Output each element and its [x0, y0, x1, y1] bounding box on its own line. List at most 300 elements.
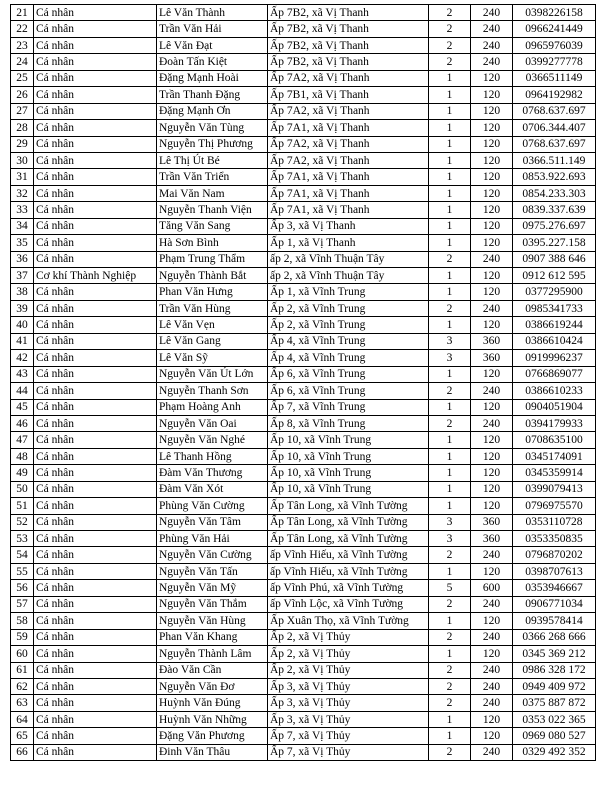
cell-address: ấp Vĩnh Hiếu, xã Vĩnh Tường — [268, 547, 429, 563]
table-row — [11, 432, 596, 448]
cell-type: Cá nhân — [34, 350, 157, 366]
table-row — [11, 300, 596, 316]
cell-type: Cá nhân — [34, 87, 157, 103]
cell-amount: 120 — [471, 711, 513, 727]
cell-phone: 0386610233 — [513, 383, 596, 399]
cell-type: Cá nhân — [34, 596, 157, 612]
cell-phone: 0399277778 — [513, 54, 596, 70]
cell-phone: 0796975570 — [513, 498, 596, 514]
cell-name: Đặng Mạnh Hoài — [157, 70, 268, 86]
cell-address: Ấp 2, xã Vĩnh Trung — [268, 300, 429, 316]
cell-quantity: 1 — [429, 268, 471, 284]
table-row — [11, 333, 596, 349]
cell-name: Lê Văn Sỹ — [157, 350, 268, 366]
cell-name: Nguyễn Thanh Viện — [157, 202, 268, 218]
table-row — [11, 563, 596, 579]
table-row — [11, 87, 596, 103]
cell-quantity: 1 — [429, 317, 471, 333]
cell-address: Ấp 7A2, xã Vị Thanh — [268, 70, 429, 86]
table-row — [11, 481, 596, 497]
cell-type: Cá nhân — [34, 563, 157, 579]
cell-amount: 360 — [471, 333, 513, 349]
cell-name: Nguyễn Thành Bắt — [157, 268, 268, 284]
cell-name: Đàm Văn Thương — [157, 465, 268, 481]
cell-address: Ấp 7B2, xã Vị Thanh — [268, 54, 429, 70]
cell-no: 50 — [11, 481, 34, 497]
cell-address: Ấp 7A1, xã Vị Thanh — [268, 202, 429, 218]
cell-type: Cá nhân — [34, 169, 157, 185]
cell-address: ấp 2, xã Vĩnh Thuận Tây — [268, 251, 429, 267]
cell-name: Đoàn Tấn Kiệt — [157, 54, 268, 70]
cell-amount: 120 — [471, 498, 513, 514]
cell-phone: 0986 328 172 — [513, 662, 596, 678]
cell-name: Hà Sơn Bình — [157, 235, 268, 251]
cell-name: Nguyễn Văn Hùng — [157, 613, 268, 629]
cell-no: 32 — [11, 185, 34, 201]
cell-name: Nguyễn Văn Tùng — [157, 120, 268, 136]
cell-phone: 0904051904 — [513, 399, 596, 415]
cell-phone: 0398707613 — [513, 563, 596, 579]
cell-phone: 0768.637.697 — [513, 103, 596, 119]
cell-amount: 120 — [471, 169, 513, 185]
cell-phone: 0366511149 — [513, 70, 596, 86]
cell-no: 21 — [11, 5, 34, 21]
cell-amount: 240 — [471, 744, 513, 760]
cell-type: Cá nhân — [34, 448, 157, 464]
cell-type: Cá nhân — [34, 662, 157, 678]
cell-type: Cá nhân — [34, 547, 157, 563]
cell-no: 41 — [11, 333, 34, 349]
cell-no: 42 — [11, 350, 34, 366]
cell-address: Ấp 1, xã Vị Thanh — [268, 235, 429, 251]
table-row — [11, 54, 596, 70]
cell-quantity: 1 — [429, 284, 471, 300]
cell-amount: 240 — [471, 662, 513, 678]
cell-name: Đào Văn Cần — [157, 662, 268, 678]
cell-type: Cá nhân — [34, 383, 157, 399]
table-row — [11, 169, 596, 185]
cell-name: Huỳnh Văn Đúng — [157, 695, 268, 711]
cell-no: 38 — [11, 284, 34, 300]
cell-type: Cá nhân — [34, 432, 157, 448]
cell-name: Nguyễn Thanh Sơn — [157, 383, 268, 399]
cell-amount: 120 — [471, 87, 513, 103]
cell-amount: 120 — [471, 235, 513, 251]
table-row — [11, 662, 596, 678]
cell-amount: 360 — [471, 350, 513, 366]
cell-quantity: 2 — [429, 629, 471, 645]
cell-phone: 0353946667 — [513, 580, 596, 596]
table-row — [11, 580, 596, 596]
cell-quantity: 1 — [429, 711, 471, 727]
table-row — [11, 695, 596, 711]
cell-phone: 0906771034 — [513, 596, 596, 612]
cell-quantity: 2 — [429, 21, 471, 37]
cell-address: Ấp Tân Long, xã Vĩnh Tường — [268, 498, 429, 514]
cell-address: Ấp 7B2, xã Vị Thanh — [268, 37, 429, 53]
cell-name: Phạm Hoàng Anh — [157, 399, 268, 415]
cell-type: Cơ khí Thành Nghiệp — [34, 268, 157, 284]
cell-amount: 120 — [471, 103, 513, 119]
cell-name: Nguyễn Văn Tấn — [157, 563, 268, 579]
table-row — [11, 284, 596, 300]
cell-phone: 0907 388 646 — [513, 251, 596, 267]
cell-type: Cá nhân — [34, 185, 157, 201]
cell-address: Ấp 3, xã Vị Thủy — [268, 695, 429, 711]
cell-quantity: 1 — [429, 169, 471, 185]
cell-type: Cá nhân — [34, 317, 157, 333]
cell-quantity: 1 — [429, 481, 471, 497]
cell-type: Cá nhân — [34, 744, 157, 760]
cell-address: Ấp 7A2, xã Vị Thanh — [268, 152, 429, 168]
cell-no: 53 — [11, 531, 34, 547]
cell-phone: 0975.276.697 — [513, 218, 596, 234]
cell-phone: 0377295900 — [513, 284, 596, 300]
table-row — [11, 268, 596, 284]
cell-no: 44 — [11, 383, 34, 399]
cell-quantity: 2 — [429, 54, 471, 70]
cell-amount: 240 — [471, 596, 513, 612]
cell-no: 54 — [11, 547, 34, 563]
cell-type: Cá nhân — [34, 120, 157, 136]
table-row — [11, 514, 596, 530]
cell-amount: 120 — [471, 448, 513, 464]
cell-address: Ấp 7B2, xã Vị Thanh — [268, 21, 429, 37]
cell-type: Cá nhân — [34, 465, 157, 481]
cell-no: 59 — [11, 629, 34, 645]
cell-phone: 0353 022 365 — [513, 711, 596, 727]
cell-address: Ấp 7A1, xã Vị Thanh — [268, 169, 429, 185]
cell-address: ấp 2, xã Vĩnh Thuận Tây — [268, 268, 429, 284]
cell-amount: 240 — [471, 37, 513, 53]
registration-table-body — [11, 5, 596, 761]
table-row — [11, 465, 596, 481]
cell-quantity: 1 — [429, 235, 471, 251]
cell-address: Ấp 7A1, xã Vị Thanh — [268, 185, 429, 201]
cell-address: Ấp 10, xã Vĩnh Trung — [268, 432, 429, 448]
cell-phone: 0796870202 — [513, 547, 596, 563]
cell-quantity: 1 — [429, 120, 471, 136]
cell-name: Nguyễn Văn Út Lớn — [157, 366, 268, 382]
cell-type: Cá nhân — [34, 152, 157, 168]
cell-address: Ấp 3, xã Vị Thủy — [268, 711, 429, 727]
cell-name: Trần Văn Hải — [157, 21, 268, 37]
cell-amount: 120 — [471, 728, 513, 744]
cell-quantity: 5 — [429, 580, 471, 596]
cell-type: Cá nhân — [34, 366, 157, 382]
table-row — [11, 251, 596, 267]
cell-address: Ấp Xuân Thọ, xã Vĩnh Tường — [268, 613, 429, 629]
cell-quantity: 2 — [429, 596, 471, 612]
cell-phone: 0394179933 — [513, 415, 596, 431]
cell-phone: 0949 409 972 — [513, 678, 596, 694]
table-row — [11, 103, 596, 119]
cell-phone: 0395.227.158 — [513, 235, 596, 251]
cell-address: Ấp 7A1, xã Vị Thanh — [268, 120, 429, 136]
cell-address: Ấp 2, xã Vị Thủy — [268, 629, 429, 645]
cell-no: 56 — [11, 580, 34, 596]
cell-type: Cá nhân — [34, 218, 157, 234]
cell-amount: 120 — [471, 268, 513, 284]
cell-amount: 240 — [471, 300, 513, 316]
cell-phone: 0853.922.693 — [513, 169, 596, 185]
cell-name: Đàm Văn Xót — [157, 481, 268, 497]
cell-name: Lê Văn Thành — [157, 5, 268, 21]
cell-no: 48 — [11, 448, 34, 464]
cell-name: Nguyễn Văn Nghé — [157, 432, 268, 448]
cell-type: Cá nhân — [34, 531, 157, 547]
cell-name: Mai Văn Nam — [157, 185, 268, 201]
cell-quantity: 1 — [429, 218, 471, 234]
cell-name: Trần Văn Hùng — [157, 300, 268, 316]
cell-quantity: 2 — [429, 383, 471, 399]
cell-quantity: 1 — [429, 448, 471, 464]
cell-amount: 360 — [471, 514, 513, 530]
cell-no: 64 — [11, 711, 34, 727]
cell-quantity: 3 — [429, 531, 471, 547]
table-row — [11, 415, 596, 431]
cell-type: Cá nhân — [34, 202, 157, 218]
cell-quantity: 1 — [429, 103, 471, 119]
cell-type: Cá nhân — [34, 514, 157, 530]
cell-no: 30 — [11, 152, 34, 168]
cell-amount: 240 — [471, 383, 513, 399]
cell-phone: 0353110728 — [513, 514, 596, 530]
cell-amount: 120 — [471, 465, 513, 481]
cell-quantity: 1 — [429, 70, 471, 86]
cell-address: ấp Vĩnh Phú, xã Vĩnh Tường — [268, 580, 429, 596]
cell-no: 26 — [11, 87, 34, 103]
cell-name: Nguyễn Văn Đơ — [157, 678, 268, 694]
cell-type: Cá nhân — [34, 613, 157, 629]
cell-phone: 0386610424 — [513, 333, 596, 349]
cell-type: Cá nhân — [34, 70, 157, 86]
cell-phone: 0706.344.407 — [513, 120, 596, 136]
cell-phone: 0766869077 — [513, 366, 596, 382]
cell-no: 25 — [11, 70, 34, 86]
cell-address: Ấp 7B1, xã Vị Thanh — [268, 87, 429, 103]
cell-quantity: 2 — [429, 547, 471, 563]
cell-address: Ấp 8, xã Vĩnh Trung — [268, 415, 429, 431]
cell-amount: 120 — [471, 563, 513, 579]
cell-address: Ấp 4, xã Vĩnh Trung — [268, 350, 429, 366]
cell-type: Cá nhân — [34, 678, 157, 694]
cell-name: Đặng Văn Phương — [157, 728, 268, 744]
table-row — [11, 629, 596, 645]
cell-no: 55 — [11, 563, 34, 579]
cell-address: Ấp 7, xã Vị Thủy — [268, 744, 429, 760]
cell-type: Cá nhân — [34, 54, 157, 70]
cell-name: Đặng Mạnh Ơn — [157, 103, 268, 119]
cell-phone: 0969 080 527 — [513, 728, 596, 744]
cell-phone: 0964192982 — [513, 87, 596, 103]
cell-no: 23 — [11, 37, 34, 53]
cell-address: Ấp 6, xã Vĩnh Trung — [268, 383, 429, 399]
cell-no: 29 — [11, 136, 34, 152]
cell-amount: 120 — [471, 646, 513, 662]
cell-type: Cá nhân — [34, 5, 157, 21]
table-row — [11, 152, 596, 168]
cell-phone: 0966241449 — [513, 21, 596, 37]
cell-address: Ấp 7A2, xã Vị Thanh — [268, 136, 429, 152]
cell-address: Ấp 7B2, xã Vị Thanh — [268, 5, 429, 21]
table-row — [11, 37, 596, 53]
cell-amount: 240 — [471, 251, 513, 267]
cell-address: Ấp 2, xã Vị Thủy — [268, 646, 429, 662]
cell-quantity: 2 — [429, 37, 471, 53]
cell-quantity: 3 — [429, 514, 471, 530]
cell-address: Ấp 4, xã Vĩnh Trung — [268, 333, 429, 349]
cell-no: 65 — [11, 728, 34, 744]
cell-no: 63 — [11, 695, 34, 711]
cell-phone: 0985341733 — [513, 300, 596, 316]
cell-name: Phùng Văn Cường — [157, 498, 268, 514]
cell-address: Ấp 10, xã Vĩnh Trung — [268, 448, 429, 464]
cell-phone: 0345 369 212 — [513, 646, 596, 662]
cell-amount: 240 — [471, 678, 513, 694]
cell-type: Cá nhân — [34, 136, 157, 152]
cell-no: 35 — [11, 235, 34, 251]
cell-no: 61 — [11, 662, 34, 678]
cell-phone: 0398226158 — [513, 5, 596, 21]
cell-name: Nguyễn Văn Oai — [157, 415, 268, 431]
cell-address: ấp Vĩnh Hiếu, xã Vĩnh Tường — [268, 563, 429, 579]
table-row — [11, 498, 596, 514]
cell-address: Ấp Tân Long, xã Vĩnh Tường — [268, 514, 429, 530]
cell-quantity: 1 — [429, 465, 471, 481]
cell-name: Nguyễn Văn Cường — [157, 547, 268, 563]
cell-amount: 120 — [471, 152, 513, 168]
cell-amount: 240 — [471, 547, 513, 563]
cell-quantity: 1 — [429, 202, 471, 218]
table-row — [11, 120, 596, 136]
cell-amount: 360 — [471, 531, 513, 547]
cell-type: Cá nhân — [34, 580, 157, 596]
table-row — [11, 596, 596, 612]
cell-type: Cá nhân — [34, 629, 157, 645]
cell-quantity: 2 — [429, 5, 471, 21]
cell-name: Phan Văn Khang — [157, 629, 268, 645]
cell-address: Ấp 3, xã Vị Thanh — [268, 218, 429, 234]
cell-type: Cá nhân — [34, 333, 157, 349]
cell-no: 60 — [11, 646, 34, 662]
cell-no: 27 — [11, 103, 34, 119]
cell-name: Huỳnh Văn Những — [157, 711, 268, 727]
cell-type: Cá nhân — [34, 300, 157, 316]
cell-quantity: 2 — [429, 251, 471, 267]
cell-no: 28 — [11, 120, 34, 136]
cell-name: Tăng Văn Sang — [157, 218, 268, 234]
cell-name: Nguyễn Văn Tâm — [157, 514, 268, 530]
cell-no: 24 — [11, 54, 34, 70]
cell-address: ấp Vĩnh Lộc, xã Vĩnh Tường — [268, 596, 429, 612]
cell-quantity: 2 — [429, 300, 471, 316]
table-row — [11, 744, 596, 760]
table-row — [11, 646, 596, 662]
cell-name: Trần Thanh Đặng — [157, 87, 268, 103]
table-row — [11, 613, 596, 629]
table-row — [11, 547, 596, 563]
cell-no: 39 — [11, 300, 34, 316]
cell-phone: 0375 887 872 — [513, 695, 596, 711]
cell-quantity: 1 — [429, 399, 471, 415]
registration-table — [10, 4, 596, 761]
cell-no: 37 — [11, 268, 34, 284]
cell-name: Nguyễn Văn Mỹ — [157, 580, 268, 596]
cell-amount: 120 — [471, 481, 513, 497]
cell-quantity: 1 — [429, 646, 471, 662]
table-row — [11, 678, 596, 694]
cell-name: Nguyễn Văn Thắm — [157, 596, 268, 612]
table-row — [11, 531, 596, 547]
cell-address: Ấp 10, xã Vĩnh Trung — [268, 481, 429, 497]
cell-no: 36 — [11, 251, 34, 267]
cell-type: Cá nhân — [34, 21, 157, 37]
table-row — [11, 218, 596, 234]
cell-no: 34 — [11, 218, 34, 234]
cell-quantity: 2 — [429, 662, 471, 678]
table-row — [11, 448, 596, 464]
cell-name: Phạm Trung Thẩm — [157, 251, 268, 267]
cell-no: 31 — [11, 169, 34, 185]
table-row — [11, 136, 596, 152]
cell-amount: 240 — [471, 629, 513, 645]
cell-amount: 120 — [471, 202, 513, 218]
cell-name: Lê Thị Út Bé — [157, 152, 268, 168]
cell-quantity: 2 — [429, 678, 471, 694]
cell-amount: 120 — [471, 70, 513, 86]
cell-name: Nguyễn Thành Lâm — [157, 646, 268, 662]
table-row — [11, 235, 596, 251]
cell-address: Ấp 7, xã Vị Thủy — [268, 728, 429, 744]
cell-type: Cá nhân — [34, 284, 157, 300]
cell-name: Lê Thanh Hồng — [157, 448, 268, 464]
cell-address: Ấp 3, xã Vị Thủy — [268, 678, 429, 694]
cell-amount: 120 — [471, 613, 513, 629]
cell-no: 58 — [11, 613, 34, 629]
cell-amount: 240 — [471, 54, 513, 70]
cell-amount: 120 — [471, 432, 513, 448]
cell-type: Cá nhân — [34, 711, 157, 727]
cell-type: Cá nhân — [34, 103, 157, 119]
cell-no: 51 — [11, 498, 34, 514]
cell-quantity: 1 — [429, 728, 471, 744]
cell-no: 52 — [11, 514, 34, 530]
cell-address: Ấp 1, xã Vĩnh Trung — [268, 284, 429, 300]
cell-address: Ấp Tân Long, xã Vĩnh Tường — [268, 531, 429, 547]
cell-no: 33 — [11, 202, 34, 218]
cell-name: Nguyễn Thị Phương — [157, 136, 268, 152]
cell-phone: 0366 268 666 — [513, 629, 596, 645]
cell-amount: 120 — [471, 284, 513, 300]
cell-name: Phan Văn Hưng — [157, 284, 268, 300]
cell-amount: 120 — [471, 317, 513, 333]
cell-phone: 0708635100 — [513, 432, 596, 448]
cell-amount: 120 — [471, 185, 513, 201]
cell-no: 22 — [11, 21, 34, 37]
table-row — [11, 383, 596, 399]
cell-type: Cá nhân — [34, 646, 157, 662]
cell-type: Cá nhân — [34, 728, 157, 744]
cell-name: Lê Văn Vẹn — [157, 317, 268, 333]
cell-phone: 0839.337.639 — [513, 202, 596, 218]
cell-phone: 0329 492 352 — [513, 744, 596, 760]
table-row — [11, 70, 596, 86]
cell-phone: 0366.511.149 — [513, 152, 596, 168]
table-row — [11, 317, 596, 333]
cell-amount: 120 — [471, 120, 513, 136]
table-row — [11, 5, 596, 21]
